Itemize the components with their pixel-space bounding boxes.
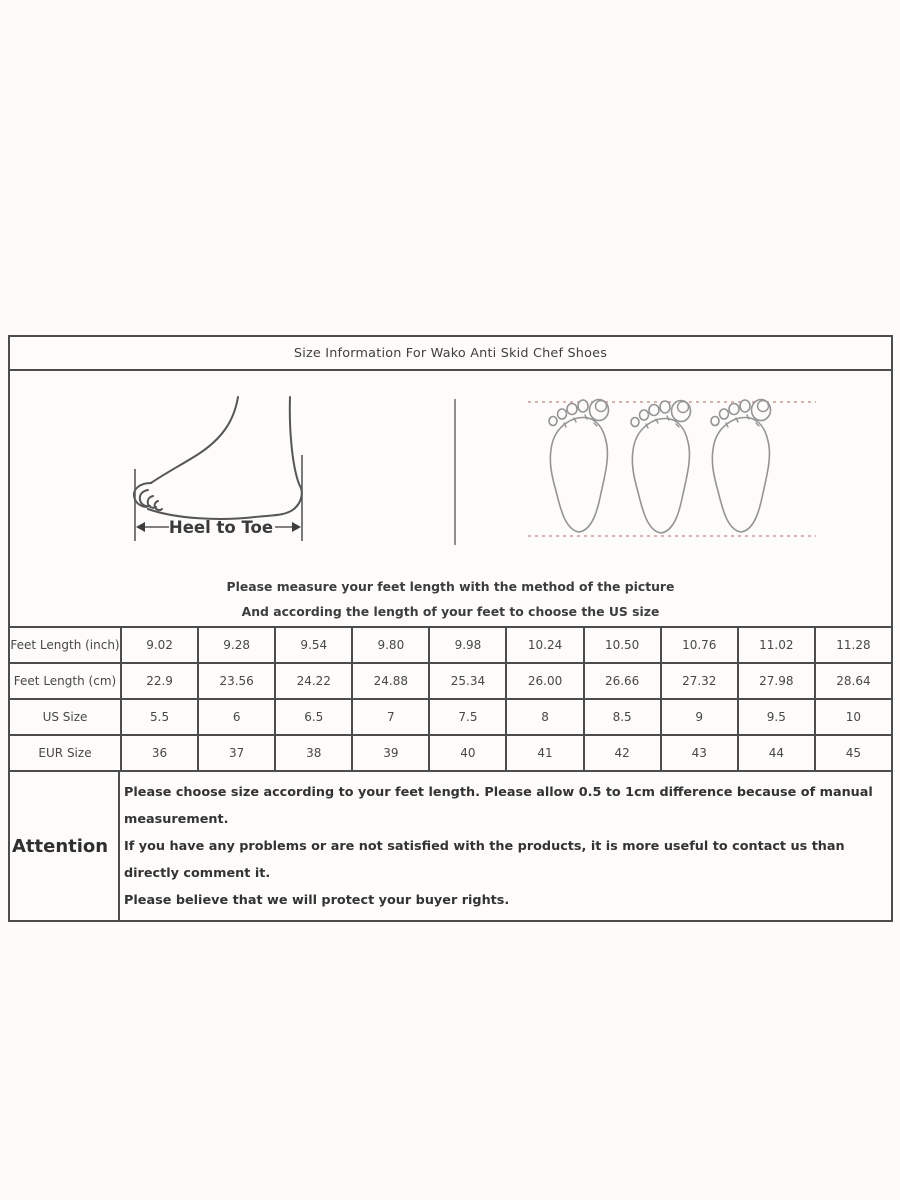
table-cell: 37 [197,734,274,770]
table-cell: 9 [660,698,737,734]
table-cell: 9.28 [197,626,274,662]
table-cell: 26.00 [505,662,582,698]
table-cell: 43 [660,734,737,770]
table-cell: 42 [583,734,660,770]
table-cell: 9.02 [120,626,197,662]
table-cell: 7.5 [428,698,505,734]
table-cell: 5.5 [120,698,197,734]
table-cell: 22.9 [120,662,197,698]
attention-row [10,770,891,920]
table-cell: 28.64 [814,662,891,698]
table-cell: 26.66 [583,662,660,698]
size-information-card [8,335,893,922]
table-cell: 10.50 [583,626,660,662]
table-cell: 36 [120,734,197,770]
figure-divider [454,399,456,545]
table-cell: 39 [351,734,428,770]
measurement-instructions [10,574,891,624]
size-table [10,626,891,770]
instruction-line-1: Please measure your feet length with the method of the picture [226,579,675,594]
table-cell: 23.56 [197,662,274,698]
table-cell: 24.88 [351,662,428,698]
attention-line: Please believe that we will protect your buyer rights. [124,893,510,908]
attention-line: Please choose size according to your feet length. Please allow 0.5 to 1cm difference because of manual measurement. [124,785,873,827]
table-cell: 9.5 [737,698,814,734]
row-label: Feet Length (inch) [10,626,120,662]
table-cell: 38 [274,734,351,770]
foot-profile-diagram [128,393,318,555]
table-cell: 10.76 [660,626,737,662]
attention-label: Attention [10,772,120,920]
table-cell: 24.22 [274,662,351,698]
table-cell: 27.98 [737,662,814,698]
table-cell: 25.34 [428,662,505,698]
table-cell: 6.5 [274,698,351,734]
table-cell: 9.54 [274,626,351,662]
attention-line: If you have any problems or are not satisfied with the products, it is more useful to contact us than directly comment it. [124,839,845,881]
table-cell: 9.98 [428,626,505,662]
row-label: EUR Size [10,734,120,770]
table-cell: 11.28 [814,626,891,662]
table-cell: 6 [197,698,274,734]
measurement-figures [10,371,891,626]
row-label: US Size [10,698,120,734]
table-cell: 8 [505,698,582,734]
attention-text [120,772,891,920]
table-cell: 44 [737,734,814,770]
table-cell: 11.02 [737,626,814,662]
row-label: Feet Length (cm) [10,662,120,698]
table-cell: 9.80 [351,626,428,662]
footprints-icon [528,395,816,547]
table-cell: 40 [428,734,505,770]
table-cell: 45 [814,734,891,770]
instruction-line-2: And according the length of your feet to choose the US size [241,604,660,619]
table-cell: 8.5 [583,698,660,734]
footprints-diagram [528,395,816,551]
page-title: Size Information For Wako Anti Skid Chef Shoes [10,337,891,371]
heel-to-toe-label: Heel to Toe [168,518,274,537]
table-cell: 27.32 [660,662,737,698]
table-cell: 7 [351,698,428,734]
table-cell: 10 [814,698,891,734]
table-cell: 10.24 [505,626,582,662]
foot-side-view-icon [128,393,318,551]
table-cell: 41 [505,734,582,770]
